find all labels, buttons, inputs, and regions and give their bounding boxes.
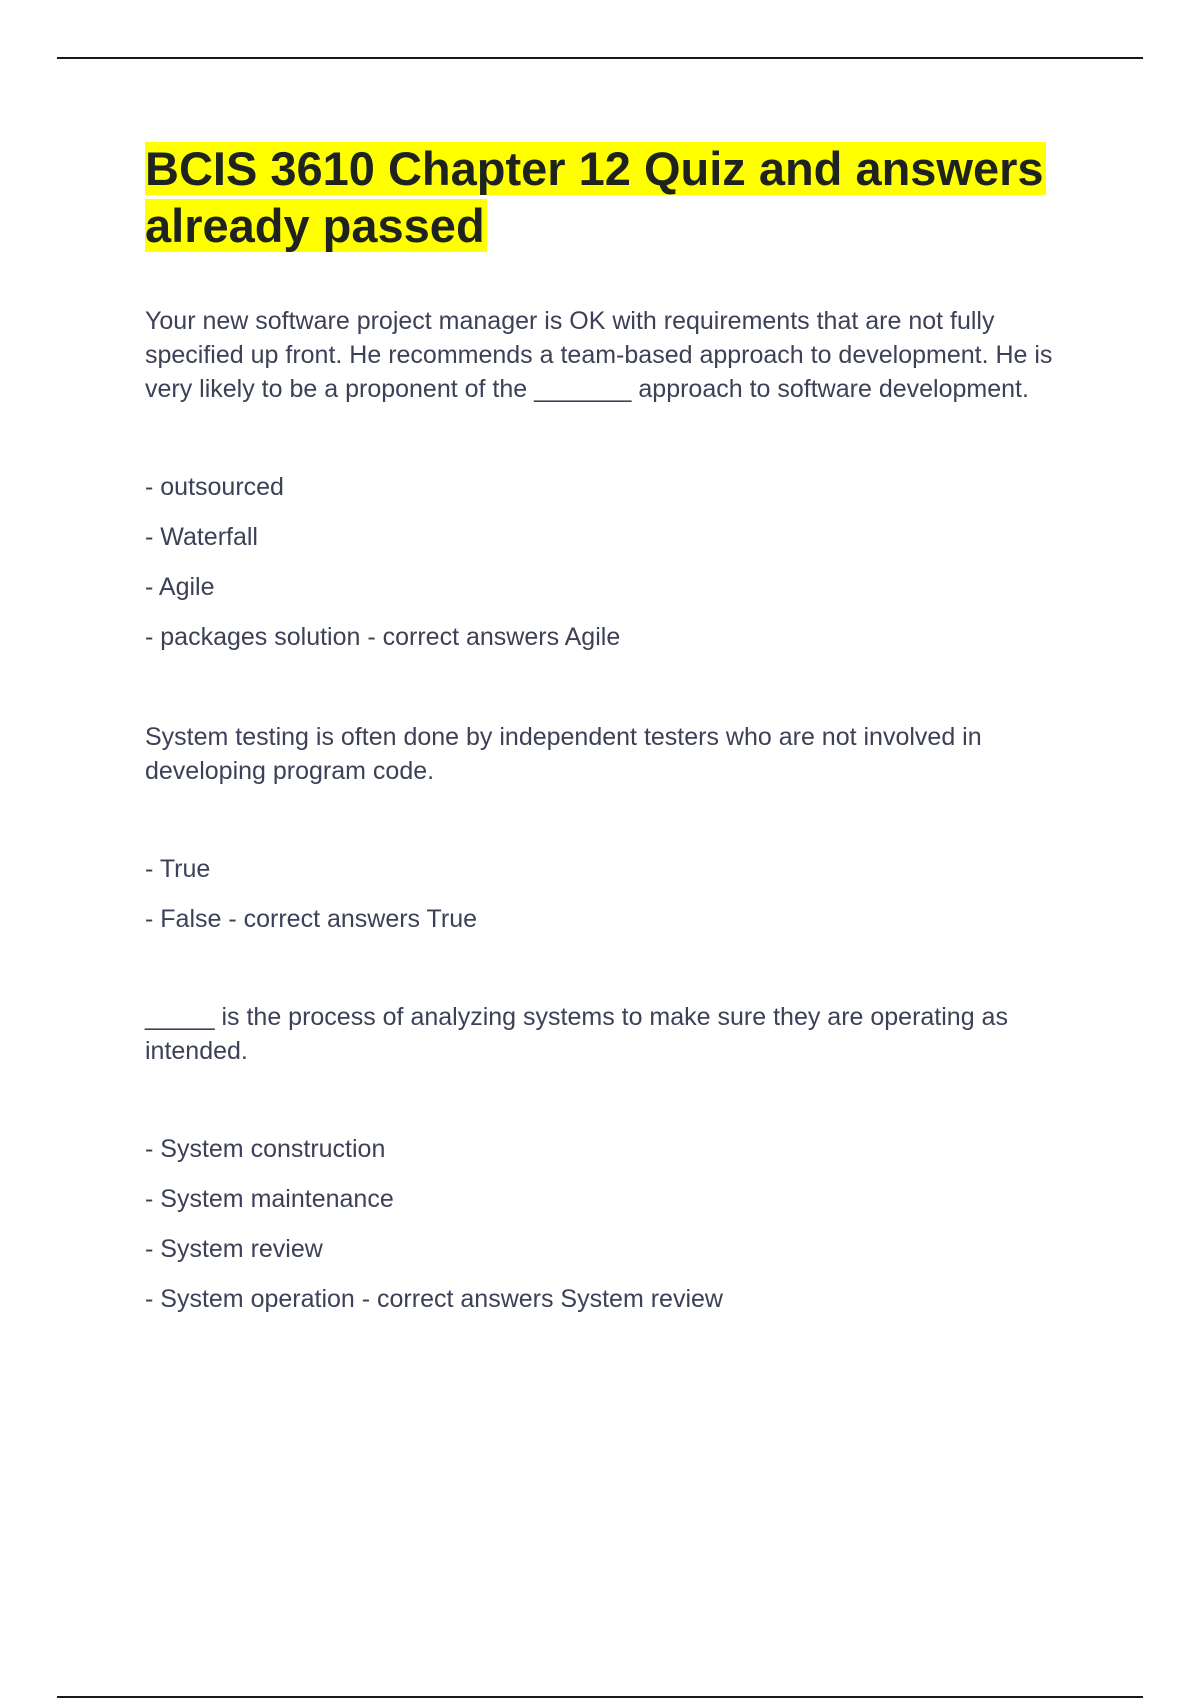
option-item: - outsourced [145,473,284,501]
option-item: - False - correct answers True [145,905,478,933]
option-item: - Waterfall [145,523,258,551]
question-block [145,720,1095,952]
question-text: Your new software project manager is OK with requirements that are not fully specified up front. He recommends a team-based approach to development. He is very likely to be a proponent of the _______ approach to software development. [145,307,1053,403]
option-list [145,852,1095,952]
option-list [145,470,1095,670]
option-item: - Agile [145,573,215,601]
question-block [145,304,1095,670]
option-item: - System construction [145,1135,386,1163]
question-text: _____ is the process of analyzing systems to make sure they are operating as intended. [145,1003,1008,1065]
option-item: - System maintenance [145,1185,394,1213]
option-item: - packages solution - correct answers Agile [145,623,621,651]
top-rule [57,57,1143,59]
title-highlight: BCIS 3610 Chapter 12 Quiz and answers already passed [145,142,1044,252]
option-item: - System review [145,1235,323,1263]
question-text: System testing is often done by independent testers who are not involved in developing program code. [145,723,982,785]
option-item: - True [145,855,211,883]
document-body [145,140,1095,1332]
bottom-rule [57,1696,1143,1698]
option-list [145,1132,1095,1332]
option-item: - System operation - correct answers System review [145,1285,723,1313]
document-title [145,140,1095,254]
question-block [145,1000,1095,1332]
